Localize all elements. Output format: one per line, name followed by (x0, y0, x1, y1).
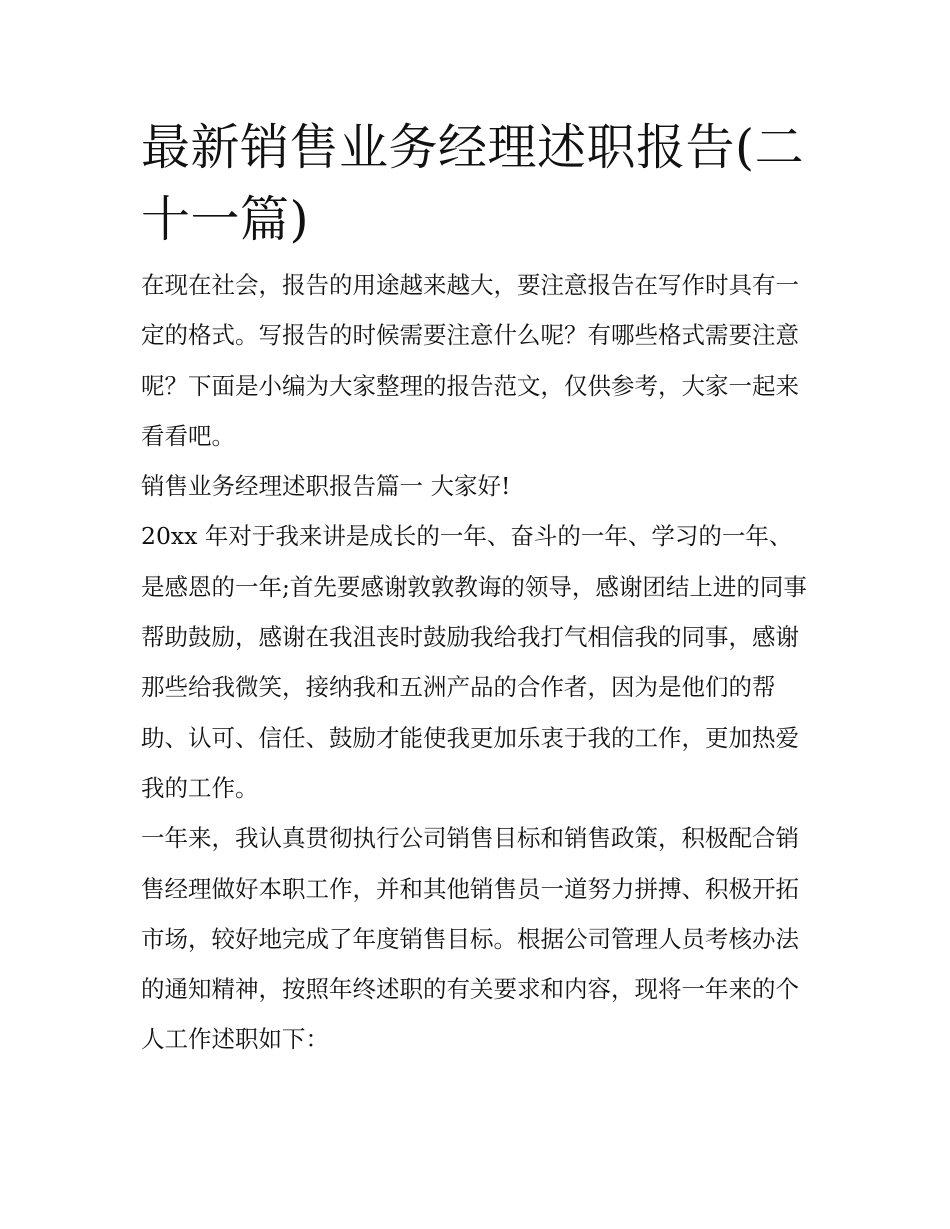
section-heading-paragraph: 销售业务经理述职报告篇一 大家好! (141, 472, 511, 501)
body-paragraph: 一年来，我认真贯彻执行公司销售目标和销售政策，积极配合销售经理做好本职工作，并和其他销售员一道努力拼搏、积极开拓市场，较好地完成了年度销售目标。根据公司管理人员考核办法的通知精神，按照年终述职的有关要求和内容，现将一年来的个人工作述职如下： (141, 824, 799, 1054)
document-page (141, 112, 813, 1065)
intro-paragraph: 在现在社会，报告的用途越来越大，要注意报告在写作时具有一定的格式。写报告的时候需要注意什么呢？有哪些格式需要注意呢？下面是小编为大家整理的报告范文，仅供参考，大家一起来看看吧。 (141, 271, 799, 450)
body-paragraph: 20xx 年对于我来讲是成长的一年、奋斗的一年、学习的一年、是感恩的一年;首先要感谢敦敦教诲的领导，感谢团结上进的同事帮助鼓励，感谢在我沮丧时鼓励我给我打气相信我的同事，感谢那些给我微笑，接纳我和五洲产品的合作者，因为是他们的帮助、认可、信任、鼓励才能使我更加乐衷于我的工作，更加热爱我的工作。 (141, 522, 807, 802)
document-title: 最新销售业务经理述职报告(二十一篇) (141, 119, 805, 248)
